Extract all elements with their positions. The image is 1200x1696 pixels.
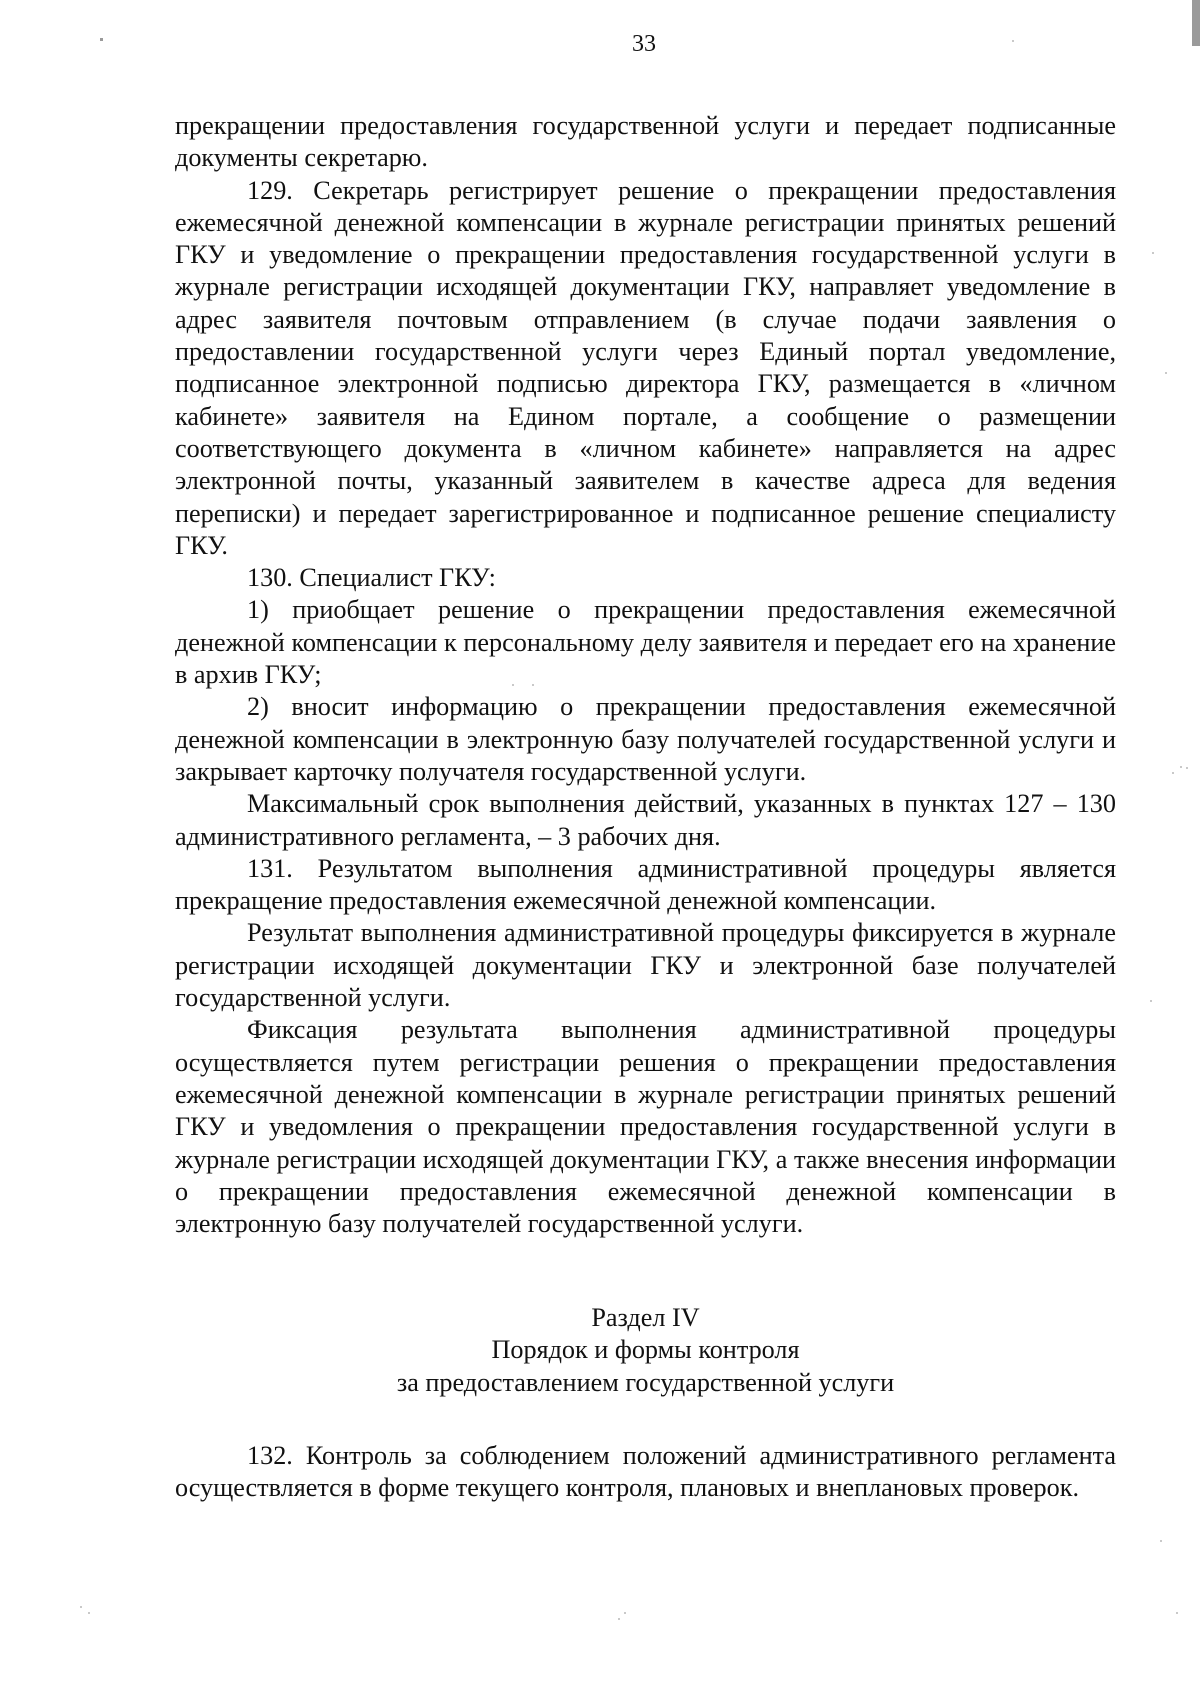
scan-speck [1180, 766, 1182, 768]
scan-edge-mark-top-right [1192, 0, 1200, 46]
scan-speck [512, 684, 514, 686]
section-title-line-2: за предоставлением государственной услуги [396, 1367, 895, 1397]
scan-speck [1186, 767, 1188, 769]
scan-speck [1152, 252, 1154, 254]
scan-speck [88, 1612, 90, 1614]
paragraph-130-item-1: 1) приобщает решение о прекращении предоставления ежемесячной денежной компенсации к персональному делу заявителя и передает его на хранение в архив ГКУ; [175, 595, 1116, 690]
scan-speck [1160, 1540, 1162, 1542]
paragraph-129: 129. Секретарь регистрирует решение о прекращении предоставления ежемесячной денежной компенсации в журнале регистрации принятых решений ГКУ и уведомление о прекращении предоставления государственной услуги в журнале регистрации исходящей документации ГКУ, направляет уведомление в адрес заявителя почтовым отправлением (в случае подачи заявления о предоставлении государственной услуги через Единый портал уведомление, подписанное электронной подписью директора ГКУ, размещается в «личном кабинете» заявителя на Едином портале, а сообщение о размещении соответствующего документа в «личном кабинете» направляется на адрес электронной почты, указанный заявителем в качестве адреса для ведения переписки) и передает зарегистрированное и подписанное решение специалисту ГКУ. [175, 175, 1116, 560]
paragraph-130: 130. Специалист ГКУ: [247, 563, 496, 593]
paragraph-result-fixation: Результат выполнения административной процедуры фиксируется в журнале регистрации исходящей документации ГКУ и электронной базе получателей государственной услуги. [175, 918, 1116, 1013]
section-body [175, 1440, 1116, 1505]
scan-speck [1165, 372, 1167, 374]
scan-speck [624, 1612, 626, 1614]
paragraph-continuation: прекращении предоставления государственной услуги и передает подписанные документы секретарю. [175, 111, 1116, 173]
scan-speck [80, 1606, 82, 1608]
document-body [175, 110, 1116, 1240]
paragraph-fixation-method: Фиксация результата выполнения административной процедуры осуществляется путем регистрации решения о прекращении предоставления ежемесячной денежной компенсации в журнале регистрации принятых решений ГКУ и уведомления о прекращении предоставления государственной услуги в журнале регистрации исходящей документации ГКУ, а также внесения информации о прекращении предоставления ежемесячной денежной компенсации в электронную базу получателей государственной услуги. [175, 1015, 1116, 1239]
paragraph-max-term: Максимальный срок выполнения действий, указанных в пунктах 127 – 130 административного регламента, – 3 рабочих дня. [175, 789, 1116, 851]
paragraph-131: 131. Результатом выполнения административной процедуры является прекращение предоставления ежемесячной денежной компенсации. [175, 853, 1116, 916]
scan-speck [1172, 772, 1174, 774]
scan-speck [1176, 1612, 1178, 1614]
section-title-line-1: Порядок и формы контроля [491, 1335, 800, 1365]
scan-speck [618, 1618, 620, 1620]
scan-speck [532, 684, 534, 686]
scan-edge-mark-top-left [100, 38, 103, 41]
section-number: Раздел IV [591, 1303, 700, 1332]
page-number: 33 [632, 31, 656, 57]
paragraph-132: 132. Контроль за соблюдением положений административного регламента осуществляется в форме текущего контроля, плановых и внеплановых проверок. [175, 1441, 1116, 1503]
scan-speck [1150, 1000, 1152, 1002]
scan-speck [1012, 40, 1014, 42]
section-heading [175, 1302, 1116, 1399]
paragraph-130-item-2: 2) вносит информацию о прекращении предоставления ежемесячной денежной компенсации в электронную базу получателей государственной услуги и закрывает карточку получателя государственной услуги. [175, 692, 1116, 786]
